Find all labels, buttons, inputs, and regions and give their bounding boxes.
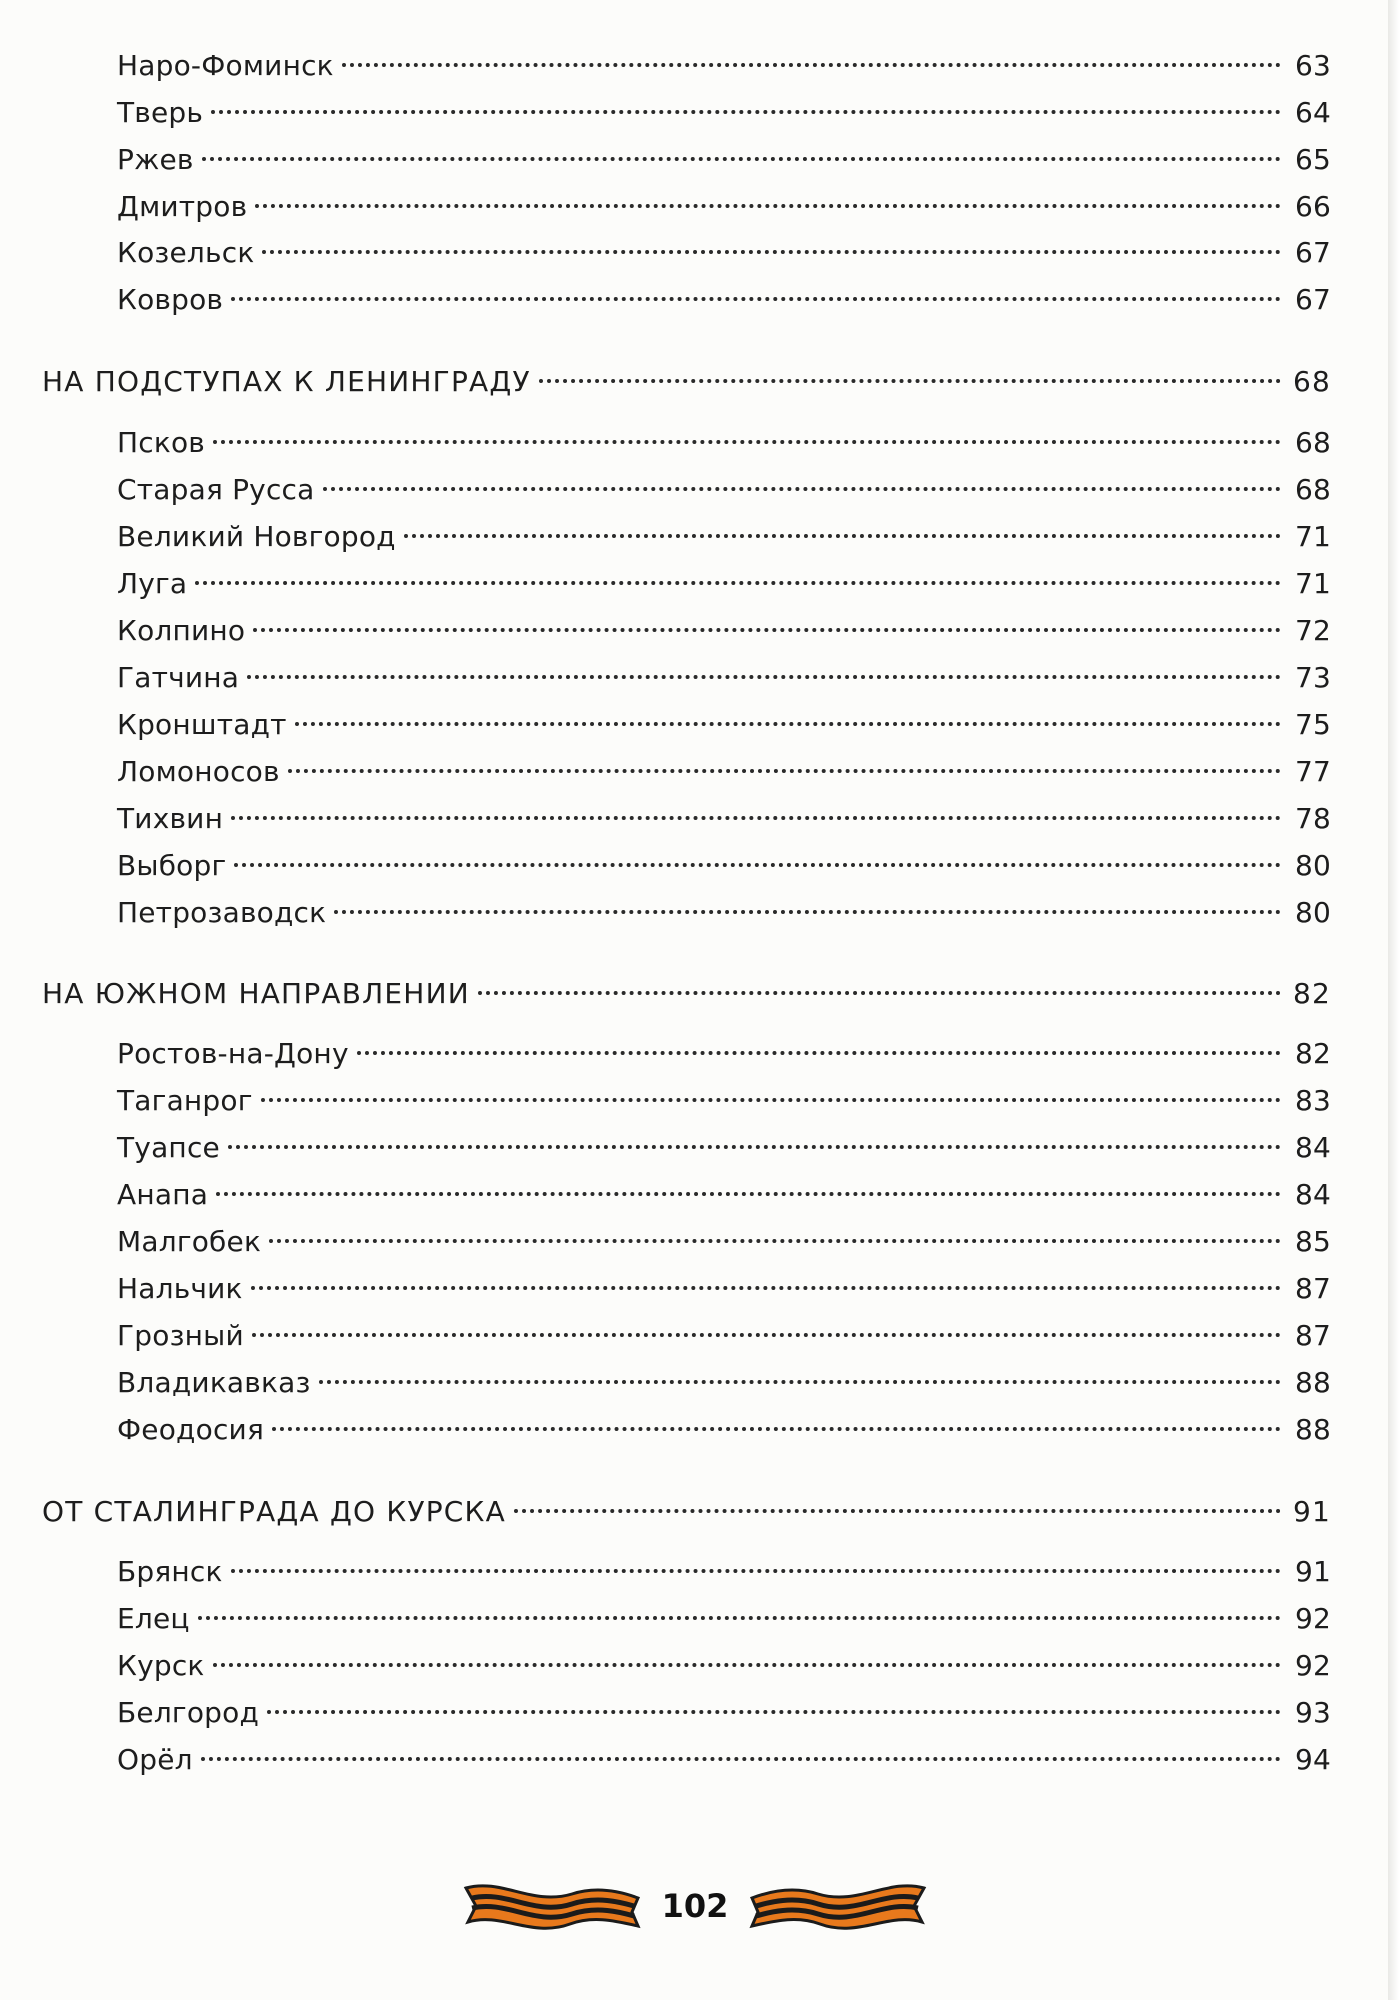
toc-page-number: 80: [1294, 896, 1331, 929]
page-number: 102: [661, 1887, 729, 1925]
toc-entry-title: Гатчина: [117, 661, 240, 694]
toc-entry: [117, 1269, 1331, 1309]
toc-entry-title: Малгобек: [117, 1225, 262, 1258]
toc-entry: [117, 233, 1331, 273]
toc-entry: [117, 46, 1331, 86]
toc-page-number: 92: [1294, 1649, 1331, 1682]
dot-leader: [234, 863, 1281, 867]
toc-page-number: 71: [1294, 567, 1331, 600]
toc-page-number: 87: [1294, 1319, 1331, 1352]
dot-leader: [261, 1098, 1281, 1102]
toc-entry: [117, 611, 1331, 651]
toc-entry-title: Таганрог: [117, 1084, 253, 1117]
toc-entry-title: Елец: [117, 1602, 190, 1635]
toc-page-number: 91: [1294, 1555, 1331, 1588]
toc-page-number: 65: [1294, 143, 1331, 176]
toc-entry: [117, 517, 1331, 557]
dot-leader: [404, 534, 1281, 538]
toc-entry: [117, 1081, 1331, 1121]
dot-leader: [211, 110, 1281, 114]
page-footer: [0, 1872, 1399, 1942]
toc-page-number: 66: [1294, 190, 1331, 223]
dot-leader: [213, 440, 1281, 444]
toc-entry-title: Козельск: [117, 236, 255, 269]
toc-entry: [117, 1410, 1331, 1450]
dot-leader: [262, 250, 1281, 254]
toc-entry-title: Ржев: [117, 143, 194, 176]
toc-entry: [117, 1175, 1331, 1215]
dot-leader: [342, 63, 1281, 67]
toc-section-title: НА ЮЖНОМ НАПРАВЛЕНИИ: [42, 977, 470, 1010]
toc-page-number: 75: [1294, 708, 1331, 741]
toc-page-number: 82: [1292, 977, 1331, 1010]
dot-leader: [269, 1239, 1281, 1243]
toc-entry: [117, 1740, 1331, 1780]
toc-page-number: 92: [1294, 1602, 1331, 1635]
toc-section: [42, 362, 1331, 402]
dot-leader: [201, 1757, 1281, 1761]
toc-entry-title: Орёл: [117, 1743, 193, 1776]
toc-entry-title: Тихвин: [117, 802, 224, 835]
dot-leader: [288, 769, 1281, 773]
toc-entry: [117, 846, 1331, 886]
toc-page-number: 68: [1294, 426, 1331, 459]
toc-entry: [117, 280, 1331, 320]
toc-page-number: 84: [1294, 1178, 1331, 1211]
toc-entry-title: Наро-Фоминск: [117, 49, 334, 82]
dot-leader: [231, 816, 1281, 820]
toc-entry: [117, 1599, 1331, 1639]
toc-entry: [117, 1552, 1331, 1592]
dot-leader: [228, 1145, 1281, 1149]
toc-page-number: 88: [1294, 1366, 1331, 1399]
toc-entry-title: Белгород: [117, 1696, 260, 1729]
dot-leader: [323, 487, 1282, 491]
toc-entry: [117, 705, 1331, 745]
toc-entry: [117, 1034, 1331, 1074]
dot-leader: [319, 1380, 1281, 1384]
toc-entry: [117, 1128, 1331, 1168]
dot-leader: [202, 157, 1281, 161]
toc-page-number: 91: [1292, 1495, 1331, 1528]
dot-leader: [251, 1286, 1281, 1290]
dot-leader: [514, 1509, 1281, 1513]
toc-page-number: 73: [1294, 661, 1331, 694]
dot-leader: [231, 297, 1281, 301]
dot-leader: [539, 379, 1281, 383]
dot-leader: [334, 910, 1281, 914]
toc-entry-title: Нальчик: [117, 1272, 243, 1305]
toc-entry-title: Тверь: [117, 96, 204, 129]
toc-page-number: 63: [1294, 49, 1331, 82]
dot-leader: [195, 581, 1281, 585]
toc-entry-title: Феодосия: [117, 1413, 264, 1446]
toc-entry-title: Ковров: [117, 283, 224, 316]
toc-page-number: 67: [1294, 236, 1331, 269]
toc-entry-title: Луга: [117, 567, 188, 600]
dot-leader: [213, 1663, 1281, 1667]
toc-entry: [117, 93, 1331, 133]
dot-leader: [231, 1569, 1281, 1573]
toc-section-title: НА ПОДСТУПАХ К ЛЕНИНГРАДУ: [42, 365, 531, 398]
toc-entry: [117, 799, 1331, 839]
toc-entry-title: Старая Русса: [117, 473, 315, 506]
toc-section: [42, 974, 1331, 1014]
toc-entry: [117, 893, 1331, 933]
toc-entry-title: Псков: [117, 426, 205, 459]
toc-page-number: 78: [1294, 802, 1331, 835]
toc-entry: [117, 1222, 1331, 1262]
toc-entry-title: Владикавказ: [117, 1366, 311, 1399]
toc-entry: [117, 140, 1331, 180]
toc-entry: [117, 1363, 1331, 1403]
toc-page-number: 64: [1294, 96, 1331, 129]
toc-entry: [117, 470, 1331, 510]
toc-entry-title: Выборг: [117, 849, 227, 882]
dot-leader: [252, 1333, 1281, 1337]
toc-entry: [117, 1646, 1331, 1686]
toc-entry-title: Ростов-на-Дону: [117, 1037, 349, 1070]
toc-page-number: 88: [1294, 1413, 1331, 1446]
toc-section: [42, 1492, 1331, 1532]
dot-leader: [216, 1192, 1281, 1196]
toc-page-number: 71: [1294, 520, 1331, 553]
toc-page-number: 67: [1294, 283, 1331, 316]
toc-page-number: 83: [1294, 1084, 1331, 1117]
dot-leader: [478, 991, 1281, 995]
toc-entry: [117, 423, 1331, 463]
toc-entry-title: Грозный: [117, 1319, 244, 1352]
toc-page-number: 82: [1294, 1037, 1331, 1070]
dot-leader: [247, 675, 1281, 679]
toc-page-number: 80: [1294, 849, 1331, 882]
toc-page-number: 68: [1294, 473, 1331, 506]
toc-page-number: 85: [1294, 1225, 1331, 1258]
toc-entry-title: Петрозаводск: [117, 896, 327, 929]
toc-entry-title: Туапсе: [117, 1131, 220, 1164]
toc-page-number: 93: [1294, 1696, 1331, 1729]
toc-entry-title: Дмитров: [117, 190, 248, 223]
toc-section-title: ОТ СТАЛИНГРАДА ДО КУРСКА: [42, 1495, 506, 1528]
toc-entry-title: Великий Новгород: [117, 520, 396, 553]
dot-leader: [267, 1710, 1281, 1714]
toc-page-number: 77: [1294, 755, 1331, 788]
st-george-ribbon-icon: [462, 1878, 642, 1940]
toc-entry: [117, 752, 1331, 792]
toc-page-number: 72: [1294, 614, 1331, 647]
toc-entry: [117, 187, 1331, 227]
dot-leader: [253, 628, 1281, 632]
toc-entry: [117, 564, 1331, 604]
toc-entry-title: Колпино: [117, 614, 246, 647]
dot-leader: [357, 1051, 1281, 1055]
dot-leader: [198, 1616, 1281, 1620]
toc-page-number: 84: [1294, 1131, 1331, 1164]
toc-entry-title: Анапа: [117, 1178, 209, 1211]
toc-entry-title: Ломоносов: [117, 755, 280, 788]
toc-page-number: 87: [1294, 1272, 1331, 1305]
dot-leader: [255, 204, 1281, 208]
toc-entry: [117, 1316, 1331, 1356]
toc-page-number: 94: [1294, 1743, 1331, 1776]
toc-entry: [117, 658, 1331, 698]
st-george-ribbon-icon: [748, 1878, 928, 1940]
dot-leader: [295, 722, 1281, 726]
toc-entry-title: Брянск: [117, 1555, 223, 1588]
toc-entry-title: Кронштадт: [117, 708, 287, 741]
dot-leader: [272, 1427, 1281, 1431]
toc-page-number: 68: [1292, 365, 1331, 398]
toc-entry: [117, 1693, 1331, 1733]
page-edge: [1388, 0, 1399, 2000]
toc-entry-title: Курск: [117, 1649, 205, 1682]
